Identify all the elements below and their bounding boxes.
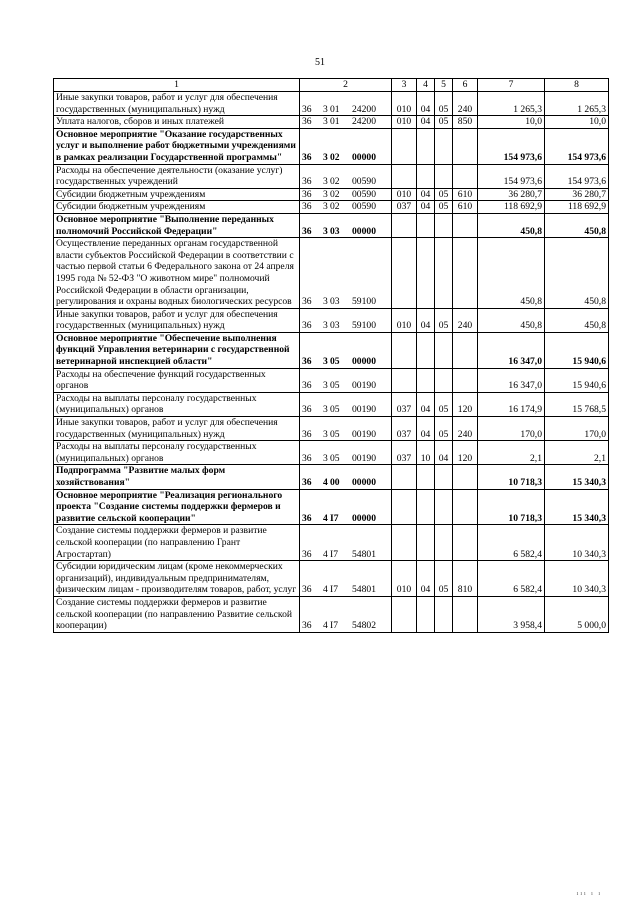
- col-6: [453, 238, 478, 309]
- code-part: 36: [302, 201, 312, 213]
- row-code: [300, 392, 392, 416]
- code-part: 59100: [352, 296, 376, 308]
- col-8-value: 15 340,3: [545, 489, 609, 525]
- col-3: 037: [392, 441, 417, 465]
- code-part: 3: [323, 225, 328, 237]
- col-3: 010: [392, 308, 417, 332]
- row-code: [300, 441, 392, 465]
- row-name: Расходы на обеспечение деятельности (оказание услуг) государственных учреждений: [54, 164, 300, 188]
- col-5: 05: [435, 417, 453, 441]
- col-3: 010: [392, 561, 417, 597]
- col-4: [417, 332, 435, 368]
- col-8-value: 450,8: [545, 213, 609, 237]
- col-8-value: 5 000,0: [545, 596, 609, 632]
- code-part: 00590: [352, 201, 376, 213]
- code-part: 36: [302, 512, 312, 524]
- col-5: 05: [435, 392, 453, 416]
- row-name: Расходы на выплаты персоналу государственных (муниципальных) органов: [54, 441, 300, 465]
- code-part: 02: [330, 188, 340, 200]
- col-8-value: 1 265,3: [545, 92, 609, 116]
- col-5: [435, 213, 453, 237]
- col-6: 240: [453, 417, 478, 441]
- code-part: I7: [330, 620, 338, 632]
- code-part: 3: [323, 296, 328, 308]
- col-4: 04: [417, 308, 435, 332]
- table-row: [54, 596, 609, 632]
- col-7-value: 170,0: [478, 417, 545, 441]
- row-name: Подпрограмма "Развитие малых форм хозяйствования": [54, 465, 300, 489]
- col-8-value: 15 940,6: [545, 368, 609, 392]
- code-part: 3: [323, 428, 328, 440]
- col-6: 120: [453, 441, 478, 465]
- col-8-value: 450,8: [545, 238, 609, 309]
- col-7-value: 1 265,3: [478, 92, 545, 116]
- header-cell: 4: [417, 79, 435, 92]
- code-part: 3: [323, 103, 328, 115]
- col-4: 04: [417, 561, 435, 597]
- col-8-value: 118 692,9: [545, 201, 609, 214]
- col-5: 05: [435, 201, 453, 214]
- col-4: 04: [417, 116, 435, 129]
- col-4: 04: [417, 201, 435, 214]
- col-4: 10: [417, 441, 435, 465]
- col-7-value: 10,0: [478, 116, 545, 129]
- code-part: 36: [302, 296, 312, 308]
- code-part: 36: [302, 188, 312, 200]
- code-part: 00: [330, 477, 340, 488]
- row-name: Уплата налогов, сборов и иных платежей: [54, 116, 300, 129]
- code-part: 24200: [352, 116, 376, 128]
- col-3: [392, 164, 417, 188]
- col-7-value: 6 582,4: [478, 561, 545, 597]
- col-7-value: 3 958,4: [478, 596, 545, 632]
- col-5: [435, 465, 453, 489]
- col-6: 810: [453, 561, 478, 597]
- col-7-value: 154 973,6: [478, 164, 545, 188]
- code-part: 03: [330, 296, 340, 308]
- row-name: Иные закупки товаров, работ и услуг для обеспечения государственных (муниципальных) нужд: [54, 92, 300, 116]
- budget-table: [53, 78, 609, 633]
- col-8-value: 36 280,7: [545, 188, 609, 201]
- code-part: 4: [323, 477, 328, 488]
- code-part: 02: [330, 201, 340, 213]
- col-5: [435, 596, 453, 632]
- row-code: [300, 465, 392, 489]
- row-name: Иные закупки товаров, работ и услуг для обеспечения государственных (муниципальных) нужд: [54, 417, 300, 441]
- code-part: 00000: [352, 512, 376, 524]
- table-row: [54, 332, 609, 368]
- code-part: 3: [323, 380, 328, 392]
- code-part: 00190: [352, 452, 376, 464]
- code-part: 4: [323, 512, 328, 524]
- col-3: [392, 465, 417, 489]
- col-8-value: 10 340,3: [545, 561, 609, 597]
- code-part: 3: [323, 404, 328, 416]
- col-8-value: 450,8: [545, 308, 609, 332]
- row-name: Субсидии юридическим лицам (кроме некоммерческих организаций), индивидуальным предпринимателям, физическим лицам - производителям товаров, работ, услуг: [54, 561, 300, 597]
- table-row: [54, 417, 609, 441]
- code-part: 24200: [352, 103, 376, 115]
- code-part: 00000: [352, 225, 376, 237]
- col-6: 120: [453, 392, 478, 416]
- row-name: Иные закупки товаров, работ и услуг для обеспечения государственных (муниципальных) нужд: [54, 308, 300, 332]
- col-5: [435, 238, 453, 309]
- col-3: [392, 213, 417, 237]
- row-code: [300, 164, 392, 188]
- col-8-value: 154 973,6: [545, 128, 609, 164]
- code-part: 00000: [352, 151, 376, 163]
- code-part: 36: [302, 404, 312, 416]
- code-part: 3: [323, 176, 328, 188]
- row-name: Расходы на обеспечение функций государственных органов: [54, 368, 300, 392]
- code-part: 00590: [352, 176, 376, 188]
- col-8-value: 15 340,3: [545, 465, 609, 489]
- table-row: [54, 201, 609, 214]
- row-code: [300, 128, 392, 164]
- table-row: [54, 441, 609, 465]
- col-3: 037: [392, 201, 417, 214]
- col-7-value: 450,8: [478, 238, 545, 309]
- code-part: 00000: [352, 477, 376, 488]
- row-code: [300, 308, 392, 332]
- code-part: 54802: [352, 620, 376, 632]
- code-part: 36: [302, 380, 312, 392]
- col-8-value: 15 940,6: [545, 332, 609, 368]
- code-part: 36: [302, 620, 312, 632]
- col-3: 010: [392, 92, 417, 116]
- col-7-value: 16 347,0: [478, 332, 545, 368]
- col-4: 04: [417, 417, 435, 441]
- row-name: Создание системы поддержки фермеров и развитие сельской кооперации (по направлению Развитие сельской кооперации): [54, 596, 300, 632]
- header-row: [54, 79, 609, 92]
- col-4: [417, 596, 435, 632]
- code-part: 54801: [352, 548, 376, 560]
- col-3: [392, 489, 417, 525]
- col-3: [392, 368, 417, 392]
- table-row: [54, 238, 609, 309]
- col-8-value: 170,0: [545, 417, 609, 441]
- col-7-value: 36 280,7: [478, 188, 545, 201]
- col-7-value: 118 692,9: [478, 201, 545, 214]
- col-8-value: 154 973,6: [545, 164, 609, 188]
- row-code: [300, 201, 392, 214]
- row-code: [300, 525, 392, 561]
- col-5: [435, 128, 453, 164]
- code-part: 05: [330, 380, 340, 392]
- code-part: 3: [323, 452, 328, 464]
- col-3: 010: [392, 188, 417, 201]
- code-part: 36: [302, 320, 312, 332]
- header-cell: 3: [392, 79, 417, 92]
- row-code: [300, 332, 392, 368]
- col-4: 04: [417, 392, 435, 416]
- table-row: [54, 525, 609, 561]
- code-part: 05: [330, 452, 340, 464]
- col-6: 850: [453, 116, 478, 129]
- table-row: [54, 92, 609, 116]
- col-7-value: 10 718,3: [478, 489, 545, 525]
- col-7-value: 154 973,6: [478, 128, 545, 164]
- row-name: Субсидии бюджетным учреждениям: [54, 188, 300, 201]
- col-4: [417, 128, 435, 164]
- col-3: [392, 596, 417, 632]
- col-3: [392, 525, 417, 561]
- code-part: 36: [302, 452, 312, 464]
- code-part: I7: [330, 584, 338, 596]
- col-6: [453, 489, 478, 525]
- code-part: 01: [330, 116, 340, 128]
- col-6: [453, 368, 478, 392]
- row-code: [300, 238, 392, 309]
- header-cell: 6: [453, 79, 478, 92]
- code-part: 36: [302, 116, 312, 128]
- col-4: [417, 164, 435, 188]
- col-6: [453, 465, 478, 489]
- row-name: Создание системы поддержки фермеров и развитие сельской кооперации (по направлению Грант Агростартап): [54, 525, 300, 561]
- code-part: 59100: [352, 320, 376, 332]
- code-part: 03: [330, 320, 340, 332]
- col-6: 610: [453, 201, 478, 214]
- col-3: 037: [392, 392, 417, 416]
- code-part: I7: [330, 512, 339, 524]
- row-code: [300, 92, 392, 116]
- row-code: [300, 116, 392, 129]
- col-3: 037: [392, 417, 417, 441]
- col-5: 05: [435, 188, 453, 201]
- code-part: 36: [302, 225, 312, 237]
- code-part: 36: [302, 103, 312, 115]
- code-part: 36: [302, 584, 312, 596]
- code-part: 36: [302, 428, 312, 440]
- row-name: Основное мероприятие "Оказание государственных услуг и выполнение работ бюджетными учреждениями в рамках реализации Государственной программы": [54, 128, 300, 164]
- header-cell: 7: [478, 79, 545, 92]
- col-3: [392, 128, 417, 164]
- table-row: [54, 128, 609, 164]
- col-5: 04: [435, 441, 453, 465]
- code-part: 4: [323, 548, 328, 560]
- col-4: [417, 213, 435, 237]
- table-row: [54, 489, 609, 525]
- table-row: [54, 188, 609, 201]
- code-part: 4: [323, 584, 328, 596]
- col-7-value: 16 347,0: [478, 368, 545, 392]
- col-8-value: 2,1: [545, 441, 609, 465]
- code-part: 4: [323, 620, 328, 632]
- col-4: 04: [417, 92, 435, 116]
- col-5: 05: [435, 561, 453, 597]
- row-code: [300, 368, 392, 392]
- row-code: [300, 596, 392, 632]
- col-7-value: 450,8: [478, 213, 545, 237]
- code-part: 3: [323, 320, 328, 332]
- table-row: [54, 164, 609, 188]
- table-row: [54, 465, 609, 489]
- code-part: 00590: [352, 188, 376, 200]
- code-part: 54801: [352, 584, 376, 596]
- row-name: Осуществление переданных органам государственной власти субъектов Российской Федерации в соответствии с частью первой статьи 6 Федерального закона от 24 апреля 1995 года № 52-ФЗ "О животном мире" полномочий Российской Федерации в области организации, регулирования и охраны водных биологических ресурсов: [54, 238, 300, 309]
- code-part: 00000: [352, 356, 376, 368]
- row-name: Основное мероприятие "Реализация регионального проекта "Создание системы поддержки фермеров и развитие сельской кооперации": [54, 489, 300, 525]
- col-4: 04: [417, 188, 435, 201]
- code-part: 03: [330, 225, 340, 237]
- col-4: [417, 368, 435, 392]
- row-name: Основное мероприятие "Выполнение переданных полномочий Российской Федерации": [54, 213, 300, 237]
- col-5: [435, 164, 453, 188]
- col-6: [453, 128, 478, 164]
- col-6: [453, 164, 478, 188]
- col-5: [435, 489, 453, 525]
- code-part: 36: [302, 477, 312, 488]
- code-part: 3: [323, 188, 328, 200]
- col-5: 05: [435, 92, 453, 116]
- row-name: Расходы на выплаты персоналу государственных (муниципальных) органов: [54, 392, 300, 416]
- col-8-value: 15 768,5: [545, 392, 609, 416]
- code-part: 01: [330, 103, 340, 115]
- col-6: 240: [453, 92, 478, 116]
- col-4: [417, 489, 435, 525]
- code-part: 05: [330, 356, 340, 368]
- table-row: [54, 561, 609, 597]
- col-5: 05: [435, 116, 453, 129]
- col-3: [392, 238, 417, 309]
- footer-mark: ııı ı ı: [576, 891, 602, 897]
- col-5: [435, 525, 453, 561]
- col-3: [392, 332, 417, 368]
- code-part: 3: [323, 201, 328, 213]
- page-number: 51: [315, 57, 325, 68]
- table-row: [54, 368, 609, 392]
- table-row: [54, 308, 609, 332]
- header-cell: 5: [435, 79, 453, 92]
- code-part: 05: [330, 428, 340, 440]
- table-row: [54, 116, 609, 129]
- header-cell: 1: [54, 79, 300, 92]
- col-7-value: 6 582,4: [478, 525, 545, 561]
- row-code: [300, 213, 392, 237]
- col-6: [453, 525, 478, 561]
- code-part: 36: [302, 151, 312, 163]
- col-3: 010: [392, 116, 417, 129]
- col-7-value: 16 174,9: [478, 392, 545, 416]
- code-part: 05: [330, 404, 340, 416]
- row-name: Субсидии бюджетным учреждениям: [54, 201, 300, 214]
- row-name: Основное мероприятие "Обеспечение выполнения функций Управления ветеринарии с государственной ветеринарной инспекцией области": [54, 332, 300, 368]
- code-part: 00190: [352, 404, 376, 416]
- code-part: 3: [323, 356, 328, 368]
- col-4: [417, 525, 435, 561]
- col-6: [453, 332, 478, 368]
- row-code: [300, 561, 392, 597]
- col-8-value: 10 340,3: [545, 525, 609, 561]
- row-code: [300, 188, 392, 201]
- col-5: 05: [435, 308, 453, 332]
- code-part: 00190: [352, 428, 376, 440]
- row-code: [300, 489, 392, 525]
- code-part: 36: [302, 356, 312, 368]
- col-6: 240: [453, 308, 478, 332]
- header-cell: 8: [545, 79, 609, 92]
- col-7-value: 2,1: [478, 441, 545, 465]
- header-cell: 2: [300, 79, 392, 92]
- code-part: 02: [330, 151, 340, 163]
- col-4: [417, 238, 435, 309]
- col-5: [435, 368, 453, 392]
- col-7-value: 10 718,3: [478, 465, 545, 489]
- col-5: [435, 332, 453, 368]
- col-6: [453, 213, 478, 237]
- table-row: [54, 213, 609, 237]
- col-7-value: 450,8: [478, 308, 545, 332]
- code-part: 36: [302, 548, 312, 560]
- code-part: 3: [323, 116, 328, 128]
- code-part: 3: [323, 151, 328, 163]
- col-6: 610: [453, 188, 478, 201]
- row-code: [300, 417, 392, 441]
- col-8-value: 10,0: [545, 116, 609, 129]
- code-part: 36: [302, 176, 312, 188]
- col-4: [417, 465, 435, 489]
- table-row: [54, 392, 609, 416]
- col-6: [453, 596, 478, 632]
- code-part: 02: [330, 176, 340, 188]
- code-part: I7: [330, 548, 338, 560]
- code-part: 00190: [352, 380, 376, 392]
